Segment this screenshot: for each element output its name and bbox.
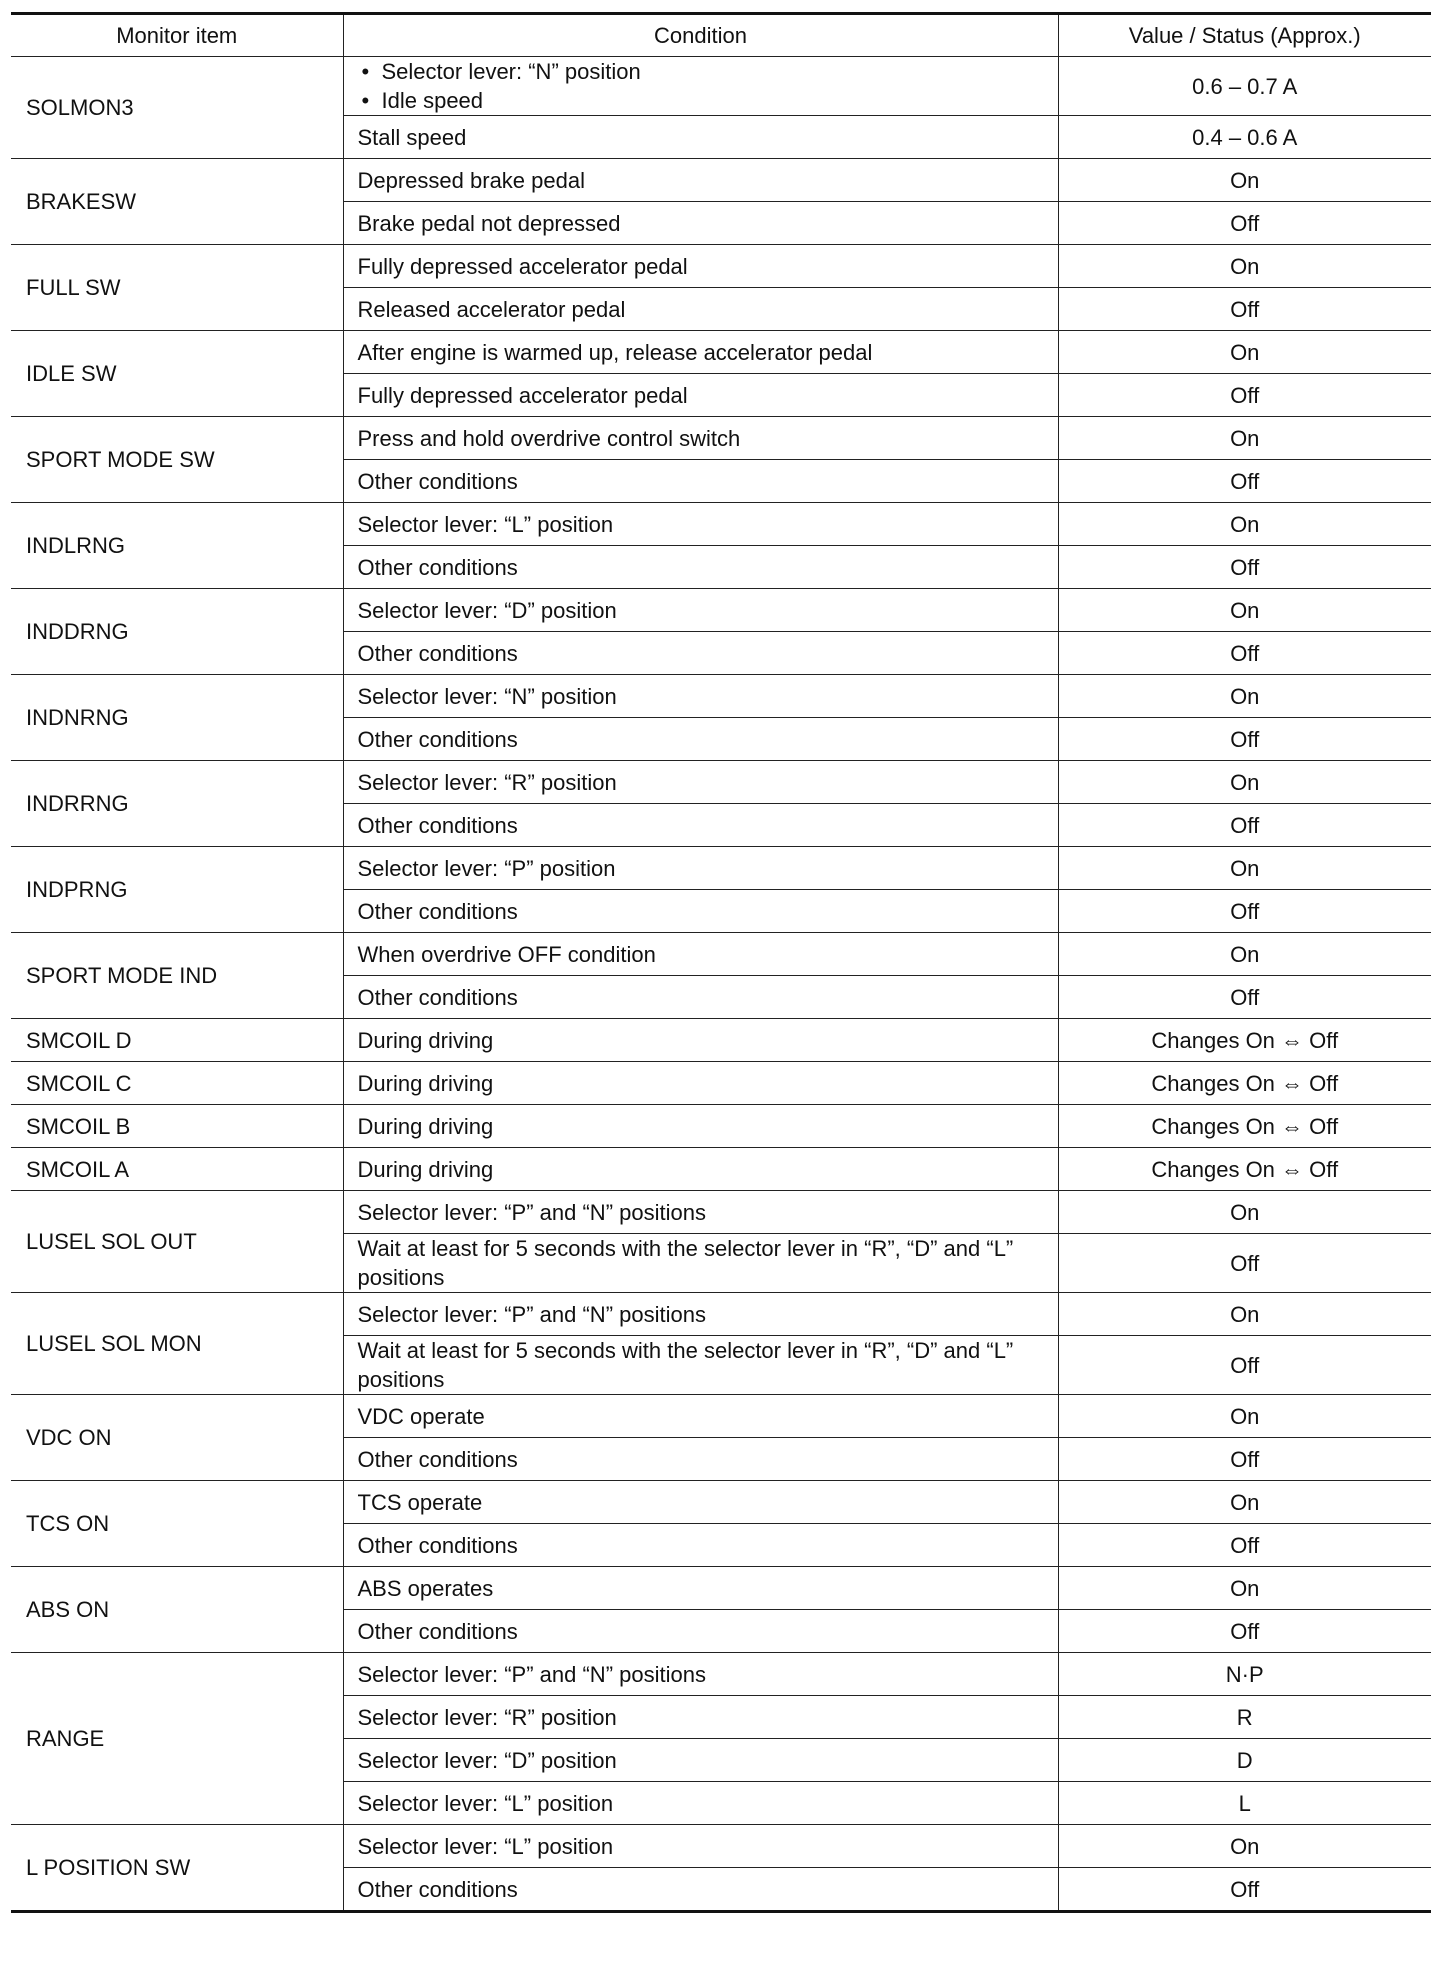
condition-cell: Fully depressed accelerator pedal: [343, 374, 1058, 417]
condition-cell: Press and hold overdrive control switch: [343, 417, 1058, 460]
table-row: [11, 675, 1431, 718]
table-row: [11, 1148, 1431, 1191]
condition-cell: TCS operate: [343, 1481, 1058, 1524]
value-status-cell: On: [1058, 331, 1431, 374]
condition-cell: Fully depressed accelerator pedal: [343, 245, 1058, 288]
value-status-cell: On: [1058, 417, 1431, 460]
value-status-cell: On: [1058, 675, 1431, 718]
monitor-item-cell: RANGE: [11, 1653, 343, 1825]
condition-cell: Released accelerator pedal: [343, 288, 1058, 331]
monitor-item-cell: ABS ON: [11, 1567, 343, 1653]
condition-cell: VDC operate: [343, 1395, 1058, 1438]
condition-cell: Brake pedal not depressed: [343, 202, 1058, 245]
condition-cell: Stall speed: [343, 116, 1058, 159]
monitor-item-cell: SPORT MODE IND: [11, 933, 343, 1019]
value-status-cell: On: [1058, 847, 1431, 890]
condition-cell: Other conditions: [343, 546, 1058, 589]
value-status-cell: Off: [1058, 890, 1431, 933]
table-row: [11, 1653, 1431, 1696]
condition-cell: Other conditions: [343, 890, 1058, 933]
monitor-item-cell: LUSEL SOL OUT: [11, 1191, 343, 1293]
table-row: [11, 1062, 1431, 1105]
value-status-cell: Off: [1058, 374, 1431, 417]
monitor-item-cell: SOLMON3: [11, 57, 343, 159]
value-status-cell: On: [1058, 159, 1431, 202]
value-status-cell: Off: [1058, 1336, 1431, 1395]
value-status-cell: Changes On ⇔ Off: [1058, 1148, 1431, 1191]
table-row: [11, 1019, 1431, 1062]
value-status-cell: 0.4 – 0.6 A: [1058, 116, 1431, 159]
monitor-item-cell: INDDRNG: [11, 589, 343, 675]
condition-cell: Selector lever: “N” position: [343, 675, 1058, 718]
value-status-cell: Off: [1058, 1438, 1431, 1481]
condition-cell: Other conditions: [343, 1524, 1058, 1567]
monitor-item-cell: IDLE SW: [11, 331, 343, 417]
value-status-cell: On: [1058, 503, 1431, 546]
value-status-cell: On: [1058, 761, 1431, 804]
value-status-cell: Off: [1058, 804, 1431, 847]
table-row: [11, 331, 1431, 374]
condition-cell: Other conditions: [343, 460, 1058, 503]
condition-cell: Selector lever: “P” and “N” positions: [343, 1293, 1058, 1336]
value-status-cell: On: [1058, 933, 1431, 976]
value-status-cell: Off: [1058, 460, 1431, 503]
value-status-cell: Off: [1058, 288, 1431, 331]
header-monitor-item: Monitor item: [11, 14, 343, 57]
table-row: [11, 417, 1431, 460]
value-status-cell: Off: [1058, 976, 1431, 1019]
table-row: [11, 933, 1431, 976]
header-value-status: Value / Status (Approx.): [1058, 14, 1431, 57]
condition-cell: Other conditions: [343, 976, 1058, 1019]
value-status-cell: On: [1058, 1191, 1431, 1234]
value-status-cell: 0.6 – 0.7 A: [1058, 57, 1431, 116]
header-condition: Condition: [343, 14, 1058, 57]
value-status-cell: N·P: [1058, 1653, 1431, 1696]
condition-cell: Selector lever: “P” position: [343, 847, 1058, 890]
condition-cell: Selector lever: “D” position: [343, 589, 1058, 632]
monitor-item-cell: SMCOIL B: [11, 1105, 343, 1148]
condition-cell: Depressed brake pedal: [343, 159, 1058, 202]
table-row: [11, 761, 1431, 804]
condition-cell: During driving: [343, 1148, 1058, 1191]
table-row: [11, 1567, 1431, 1610]
value-status-cell: On: [1058, 1395, 1431, 1438]
value-status-cell: Off: [1058, 632, 1431, 675]
condition-cell: During driving: [343, 1062, 1058, 1105]
condition-cell: Selector lever: “P” and “N” positions: [343, 1191, 1058, 1234]
monitor-item-table: [11, 12, 1431, 1913]
table-row: [11, 159, 1431, 202]
table-row: [11, 57, 1431, 116]
condition-cell: Selector lever: “L” position: [343, 1825, 1058, 1868]
value-status-cell: Off: [1058, 1524, 1431, 1567]
monitor-item-cell: LUSEL SOL MON: [11, 1293, 343, 1395]
condition-cell: Selector lever: “L” position: [343, 1782, 1058, 1825]
monitor-item-cell: SPORT MODE SW: [11, 417, 343, 503]
condition-cell: Wait at least for 5 seconds with the selector lever in “R”, “D” and “L” positions: [343, 1234, 1058, 1293]
table-row: [11, 589, 1431, 632]
condition-cell: Other conditions: [343, 632, 1058, 675]
value-status-cell: On: [1058, 589, 1431, 632]
monitor-item-cell: BRAKESW: [11, 159, 343, 245]
value-status-cell: Off: [1058, 1868, 1431, 1912]
condition-bullet-item: • Selector lever: “N” position: [358, 57, 1044, 86]
table-row: [11, 1191, 1431, 1234]
condition-cell: Selector lever: “R” position: [343, 1696, 1058, 1739]
monitor-item-cell: INDLRNG: [11, 503, 343, 589]
value-status-cell: Off: [1058, 718, 1431, 761]
monitor-item-cell: L POSITION SW: [11, 1825, 343, 1912]
table-row: [11, 1105, 1431, 1148]
monitor-item-cell: SMCOIL A: [11, 1148, 343, 1191]
table-body: [11, 57, 1431, 1912]
monitor-item-cell: FULL SW: [11, 245, 343, 331]
value-status-cell: On: [1058, 1293, 1431, 1336]
condition-cell: After engine is warmed up, release accelerator pedal: [343, 331, 1058, 374]
monitor-item-cell: VDC ON: [11, 1395, 343, 1481]
table-row: [11, 1293, 1431, 1336]
table-row: [11, 1395, 1431, 1438]
condition-cell: Other conditions: [343, 804, 1058, 847]
table-header-row: [11, 14, 1431, 57]
condition-cell: Selector lever: “L” position: [343, 503, 1058, 546]
condition-bullet-list: [358, 57, 1044, 115]
condition-cell: Wait at least for 5 seconds with the selector lever in “R”, “D” and “L” positions: [343, 1336, 1058, 1395]
condition-bullet-item: • Idle speed: [358, 86, 1044, 115]
condition-cell: Selector lever: “P” and “N” positions: [343, 1653, 1058, 1696]
condition-cell: Other conditions: [343, 718, 1058, 761]
table-row: [11, 1825, 1431, 1868]
condition-cell: During driving: [343, 1019, 1058, 1062]
condition-cell: Selector lever: “R” position: [343, 761, 1058, 804]
condition-cell: Other conditions: [343, 1438, 1058, 1481]
value-status-cell: On: [1058, 1481, 1431, 1524]
table-row: [11, 503, 1431, 546]
value-status-cell: Off: [1058, 1610, 1431, 1653]
value-status-cell: Off: [1058, 546, 1431, 589]
condition-cell: When overdrive OFF condition: [343, 933, 1058, 976]
monitor-item-cell: INDPRNG: [11, 847, 343, 933]
value-status-cell: L: [1058, 1782, 1431, 1825]
value-status-cell: Changes On ⇔ Off: [1058, 1062, 1431, 1105]
condition-cell: Other conditions: [343, 1610, 1058, 1653]
table-row: [11, 1481, 1431, 1524]
value-status-cell: On: [1058, 1825, 1431, 1868]
condition-cell: Other conditions: [343, 1868, 1058, 1912]
value-status-cell: Off: [1058, 202, 1431, 245]
value-status-cell: On: [1058, 245, 1431, 288]
value-status-cell: D: [1058, 1739, 1431, 1782]
monitor-item-cell: INDRRNG: [11, 761, 343, 847]
condition-cell: ABS operates: [343, 1567, 1058, 1610]
value-status-cell: Off: [1058, 1234, 1431, 1293]
condition-cell: During driving: [343, 1105, 1058, 1148]
value-status-cell: Changes On ⇔ Off: [1058, 1105, 1431, 1148]
table-row: [11, 847, 1431, 890]
monitor-item-cell: SMCOIL D: [11, 1019, 343, 1062]
condition-cell: [343, 57, 1058, 116]
monitor-item-cell: TCS ON: [11, 1481, 343, 1567]
value-status-cell: R: [1058, 1696, 1431, 1739]
condition-cell: Selector lever: “D” position: [343, 1739, 1058, 1782]
monitor-item-cell: INDNRNG: [11, 675, 343, 761]
value-status-cell: On: [1058, 1567, 1431, 1610]
value-status-cell: Changes On ⇔ Off: [1058, 1019, 1431, 1062]
table-row: [11, 245, 1431, 288]
monitor-item-cell: SMCOIL C: [11, 1062, 343, 1105]
